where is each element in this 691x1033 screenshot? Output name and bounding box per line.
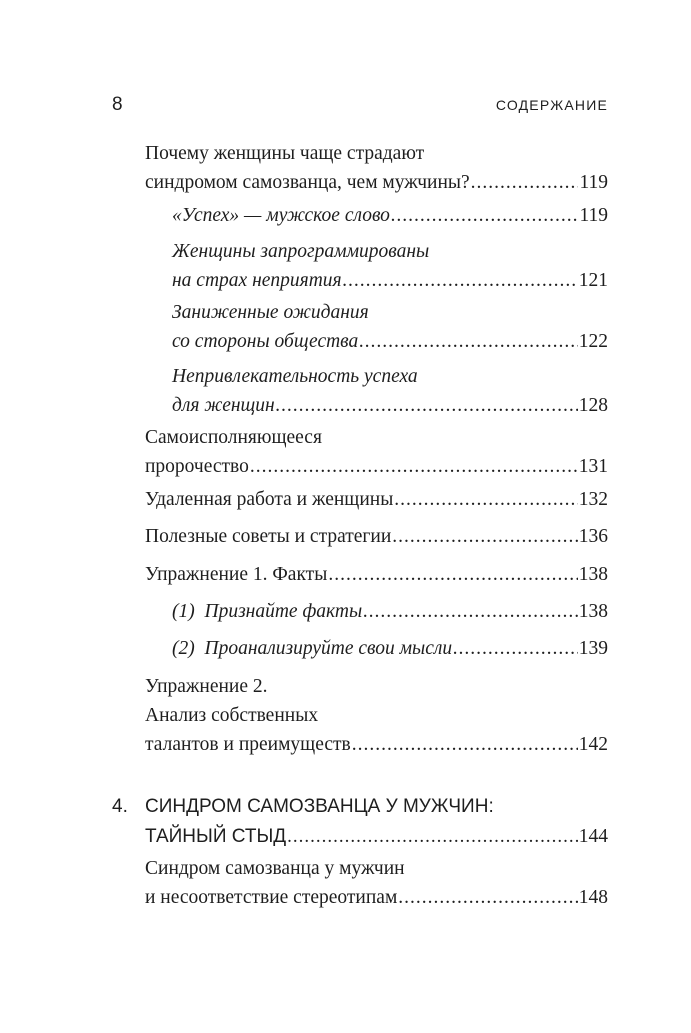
toc-entry-text: Женщины запрограммированы bbox=[172, 241, 430, 262]
toc-entry[interactable] bbox=[145, 560, 608, 589]
leader-dots bbox=[359, 327, 577, 356]
chapter-heading[interactable] bbox=[112, 792, 608, 852]
page-number: 8 bbox=[112, 94, 123, 115]
leader-dots bbox=[343, 266, 578, 295]
toc-page-number: 148 bbox=[578, 887, 608, 908]
toc-entry-text: Непривлекательность успеха bbox=[172, 366, 418, 387]
toc-entry[interactable] bbox=[172, 237, 608, 295]
toc-entry[interactable] bbox=[145, 139, 608, 197]
toc-entry[interactable] bbox=[172, 362, 608, 420]
toc-entry-text: Синдром самозванца у мужчин bbox=[145, 858, 405, 879]
toc-entry-text: Анализ собственных bbox=[145, 705, 319, 726]
toc-entry[interactable] bbox=[172, 634, 608, 663]
toc-entry-text: талантов и преимуществ bbox=[145, 734, 351, 755]
leader-dots bbox=[250, 452, 578, 481]
toc-page-number: 122 bbox=[578, 331, 608, 352]
toc-entry-text: Почему женщины чаще страдают bbox=[145, 143, 425, 164]
leader-dots bbox=[328, 560, 577, 589]
toc-page-number: 131 bbox=[578, 456, 608, 477]
toc-page-number: 142 bbox=[578, 734, 608, 755]
leader-dots bbox=[287, 822, 578, 852]
toc-entry[interactable] bbox=[172, 201, 608, 230]
toc-page-number: 119 bbox=[579, 172, 608, 193]
toc-entry[interactable] bbox=[145, 423, 608, 481]
toc-entry-text: для женщин bbox=[172, 395, 275, 416]
toc-entry-text: синдромом самозванца, чем мужчины? bbox=[145, 172, 470, 193]
leader-dots bbox=[391, 201, 579, 230]
toc-entry[interactable] bbox=[172, 298, 608, 356]
chapter-title-line: ТАЙНЫЙ СТЫД bbox=[145, 826, 287, 847]
toc-entry-text: со стороны общества bbox=[172, 331, 359, 352]
leader-dots bbox=[394, 485, 577, 514]
toc-entry-text: пророчество bbox=[145, 456, 249, 477]
toc-page-number: 132 bbox=[578, 489, 608, 510]
toc-entry[interactable] bbox=[172, 597, 608, 626]
toc-entry-text: на страх неприятия bbox=[172, 270, 342, 291]
toc-entry-text: (1) Признайте факты bbox=[172, 601, 363, 622]
toc-page-number: 121 bbox=[578, 270, 608, 291]
toc-entry-text: Упражнение 2. bbox=[145, 676, 268, 697]
leader-dots bbox=[392, 522, 577, 551]
toc-entry-text: Упражнение 1. Факты bbox=[145, 564, 328, 585]
toc-page-number: 144 bbox=[578, 826, 608, 847]
leader-dots bbox=[471, 168, 579, 197]
toc-page-number: 119 bbox=[579, 205, 608, 226]
toc-entry-text: «Успех» — мужское слово bbox=[172, 205, 390, 226]
leader-dots bbox=[363, 597, 578, 626]
leader-dots bbox=[453, 634, 578, 663]
toc-entry-text: Удаленная работа и женщины bbox=[145, 489, 394, 510]
toc-entry-text: и несоответствие стереотипам bbox=[145, 887, 398, 908]
toc-page-number: 136 bbox=[578, 526, 608, 547]
chapter-number: 4. bbox=[112, 796, 128, 817]
leader-dots bbox=[398, 883, 577, 912]
toc-entry-text: Полезные советы и стратегии bbox=[145, 526, 392, 547]
section-title: СОДЕРЖАНИЕ bbox=[495, 97, 608, 113]
toc-entry[interactable] bbox=[145, 485, 608, 514]
toc-page-number: 138 bbox=[578, 601, 608, 622]
leader-dots bbox=[276, 391, 578, 420]
toc-entry-text: Заниженные ожидания bbox=[172, 302, 369, 323]
toc-page-number: 138 bbox=[578, 564, 608, 585]
chapter-title-line: СИНДРОМ САМОЗВАНЦА У МУЖЧИН: bbox=[145, 796, 494, 817]
toc-page-number: 128 bbox=[578, 395, 608, 416]
toc-entry[interactable] bbox=[145, 672, 608, 759]
toc-entry[interactable] bbox=[145, 522, 608, 551]
leader-dots bbox=[352, 730, 578, 759]
toc-entry-text: Самоисполняющееся bbox=[145, 427, 322, 448]
toc-entry[interactable] bbox=[145, 854, 608, 912]
toc-entry-text: (2) Проанализируйте свои мысли bbox=[172, 638, 453, 659]
toc-page-number: 139 bbox=[578, 638, 608, 659]
